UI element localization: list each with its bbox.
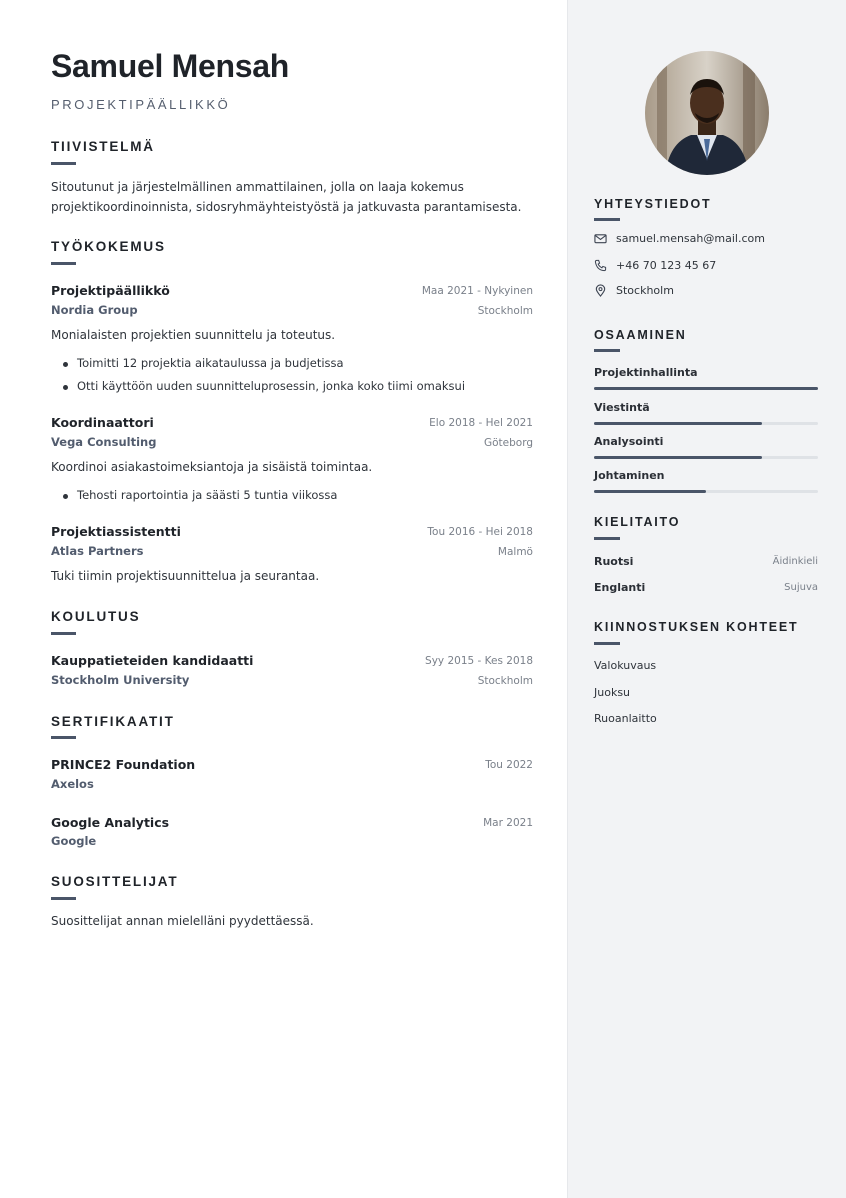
section-divider [51,897,76,900]
language-name: Ruotsi [594,555,634,568]
map-pin-icon [594,284,607,297]
skills-heading: OSAAMINEN [594,328,687,342]
job-bullet: Otti käyttöön uuden suunnitteluprosessin, jonka koko tiimi omaksui [77,379,466,393]
education-heading: KOULUTUS [51,609,141,624]
job-company: Nordia Group [51,303,138,317]
skill-bar-fill [594,387,818,390]
contact-location [594,284,674,297]
school-location: Stockholm [477,675,533,687]
summary-line: Sitoutunut ja järjestelmällinen ammattilainen, jolla on laaja kokemus [51,180,464,194]
references-text: Suosittelijat annan mielelläni pyydettäessä. [51,914,314,928]
section-divider [594,218,620,221]
skill-bar-fill [594,456,762,459]
skill-name: Projektinhallinta [594,366,698,379]
certificate-name: Google Analytics [51,815,170,830]
school-name: Stockholm University [51,673,190,687]
interests-heading: KIINNOSTUKSEN KOHTEET [594,620,799,634]
job-company: Vega Consulting [51,435,157,449]
section-divider [594,349,620,352]
job-title: Projektiassistentti [51,524,181,539]
certificate-issuer: Google [51,834,97,848]
experience-heading: TYÖKOKEMUS [51,239,166,254]
contact-email[interactable] [594,232,765,245]
job-location: Malmö [497,546,533,558]
languages-heading: KIELITAITO [594,515,681,529]
section-divider [594,642,620,645]
section-divider [51,162,76,165]
job-description: Monialaisten projektien suunnittelu ja toteutus. [51,328,336,342]
summary-line: projektikoordinoinnista, sidosryhmäyhteistyöstä ja jatkuvasta parantamisesta. [51,199,522,214]
phone-icon [594,259,607,272]
references-heading: SUOSITTELIJAT [51,874,179,889]
language-name: Englanti [594,581,646,594]
skill-bar-fill [594,490,706,493]
certificate-name: PRINCE2 Foundation [51,757,196,772]
job-location: Stockholm [477,305,533,317]
skill-bar [594,387,818,390]
job-bullet: Tehosti raportointia ja säästi 5 tuntia viikossa [77,488,338,502]
language-level: Sujuva [784,582,818,593]
skill-name: Johtaminen [594,469,665,482]
section-divider [51,736,76,739]
profile-photo [645,51,769,175]
summary-text [51,178,533,217]
skill-bar [594,422,818,425]
skill-bar-fill [594,422,762,425]
interest-item: Valokuvaus [594,659,657,672]
summary-heading: TIIVISTELMÄ [51,139,155,154]
certificates-heading: SERTIFIKAATIT [51,714,175,729]
certificate-issuer: Axelos [51,777,94,791]
job-location: Göteborg [483,437,533,449]
profile-photo-image [645,51,769,175]
interest-item: Juoksu [594,686,631,699]
contact-phone[interactable] [594,259,716,272]
location-text: Stockholm [616,284,674,297]
section-divider [594,537,620,540]
phone-text: +46 70 123 45 67 [616,259,717,272]
skill-name: Analysointi [594,435,664,448]
job-dates: Elo 2018 - Hel 2021 [429,417,533,429]
job-dates: Maa 2021 - Nykyinen [421,285,533,297]
skill-bar [594,490,818,493]
candidate-name: Samuel Mensah [51,48,289,84]
education-dates: Syy 2015 - Kes 2018 [425,655,533,667]
candidate-role: PROJEKTIPÄÄLLIKKÖ [51,97,231,112]
interest-item: Ruoanlaitto [594,712,657,725]
section-divider [51,262,76,265]
certificate-date: Mar 2021 [483,817,533,829]
email-text: samuel.mensah@mail.com [616,232,765,245]
skill-bar [594,456,818,459]
contact-heading: YHTEYSTIEDOT [594,197,712,211]
job-description: Tuki tiimin projektisuunnittelua ja seurantaa. [51,569,320,583]
job-title: Projektipäällikkö [51,283,170,298]
job-description: Koordinoi asiakastoimeksiantoja ja sisäistä toimintaa. [51,460,373,474]
section-divider [51,632,76,635]
job-title: Koordinaattori [51,415,154,430]
language-level: Äidinkieli [772,556,818,567]
certificate-date: Tou 2022 [485,759,533,771]
sidebar [567,0,846,1198]
job-dates: Tou 2016 - Hei 2018 [427,526,533,538]
job-company: Atlas Partners [51,544,144,558]
degree-title: Kauppatieteiden kandidaatti [51,653,254,668]
job-bullet: Toimitti 12 projektia aikataulussa ja budjetissa [77,356,344,370]
skill-name: Viestintä [594,401,650,414]
mail-icon [594,232,607,245]
